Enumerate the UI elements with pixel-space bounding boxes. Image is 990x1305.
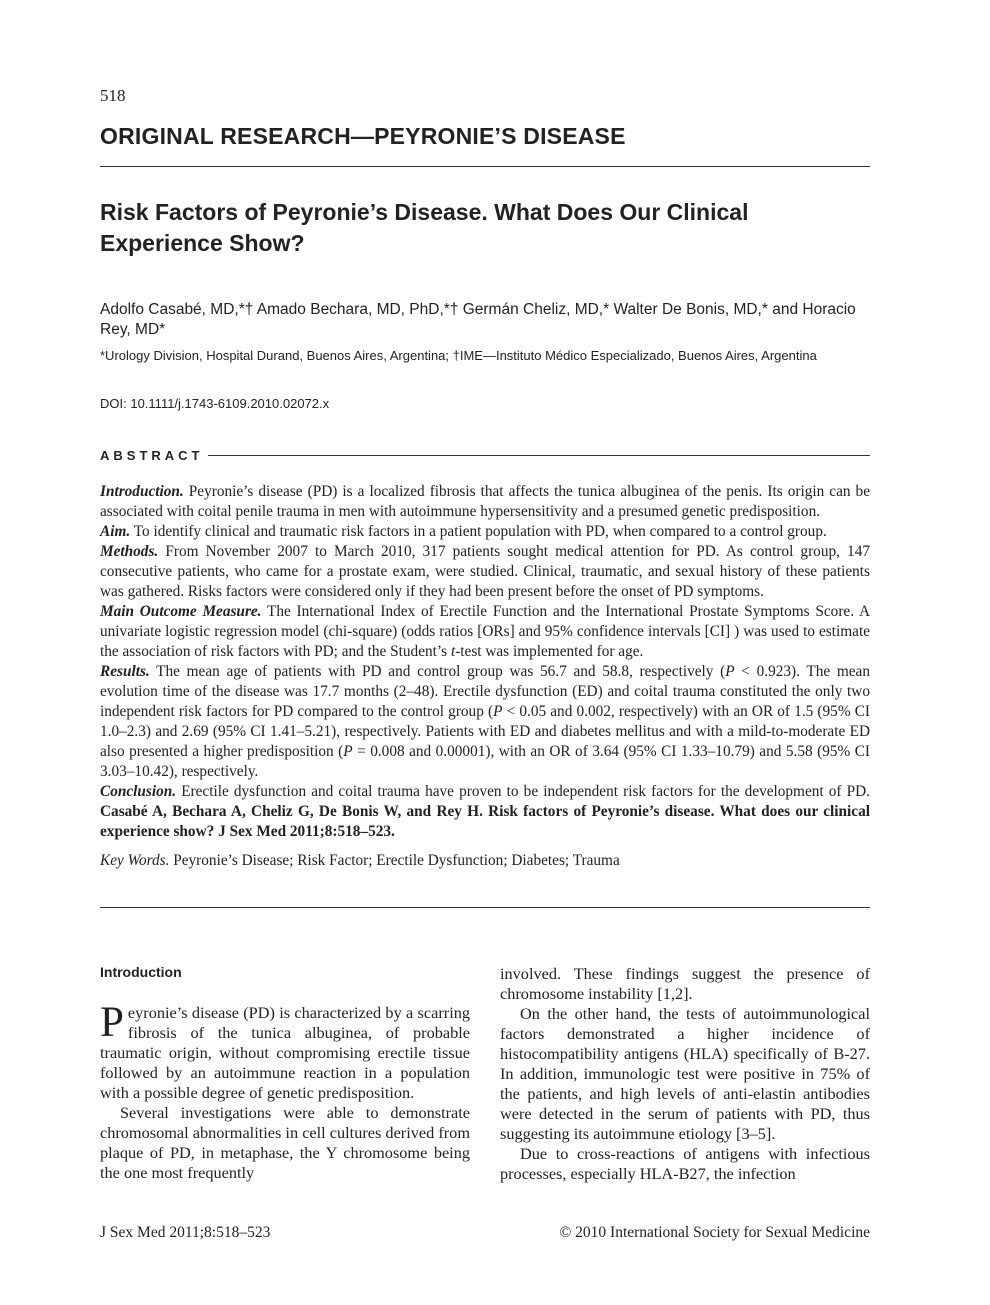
abstract-results-label: Results.: [100, 663, 150, 680]
abstract-aim-label: Aim.: [100, 523, 131, 540]
abstract-conclusion-text: Erectile dysfunction and coital trauma have proven to be independent risk factors for the development of PD.: [176, 783, 870, 800]
introduction-heading: Introduction: [100, 964, 182, 980]
body-paragraph: involved. These findings suggest the presence of chromosome instability [1,2].: [500, 964, 870, 1003]
abstract-heading: ABSTRACT: [100, 447, 204, 463]
abstract-results-p-1: P: [725, 663, 735, 680]
abstract-outcome-t: t: [450, 643, 456, 660]
section-header: ORIGINAL RESEARCH—PEYRONIE’S DISEASE: [100, 123, 626, 149]
abstract-results-text-4: = 0.008 and 0.00001), with an OR of 3.64 (95% CI 1.33–10.79) and 5.58 (95% CI 3.03–10.42), respectively.: [100, 743, 870, 780]
body-paragraph: On the other hand, the tests of autoimmunological factors demonstrated a higher incidence of histocompatibility antigens (HLA) specifically of B-27. In addition, immunologic test were positive in 75% of the patients, and high levels of anti-elastin antibodies were detected in the serum of patients with PD, thus suggesting its autoimmune etiology [3–5].: [500, 1004, 870, 1143]
abstract-introduction-label: Introduction.: [100, 483, 184, 500]
abstract-methods-label: Methods.: [100, 543, 159, 560]
author-list: Adolfo Casabé, MD,*† Amado Bechara, MD, PhD,*† Germán Cheliz, MD,* Walter De Bonis, MD,* and Horacio Rey, MD*: [100, 301, 856, 338]
abstract-bottom-divider: [100, 907, 870, 908]
paragraph-text: eyronie’s disease (PD) is characterized by a scarring fibrosis of the tunica albuginea, of probable traumatic origin, without compromising erectile tissue followed by an autoimmune reaction in a population with a possible degree of genetic predisposition.: [100, 1003, 470, 1102]
abstract-outcome: [100, 602, 870, 662]
body-paragraph: Several investigations were able to demonstrate chromosomal abnormalities in cell cultures derived from plaque of PD, in metaphase, the Y chromosome being the one most frequently: [100, 1103, 470, 1182]
key-words: [100, 851, 870, 871]
abstract-introduction-text: Peyronie’s disease (PD) is a localized fibrosis that affects the tunica albuginea of the penis. Its origin can be associated with coital penile trauma in men with autoimmune hypersensitivity and a presumed genetic predisposition.: [100, 483, 870, 520]
abstract-introduction: [100, 482, 870, 522]
drop-cap: P: [100, 999, 124, 1046]
page-number: 518: [100, 86, 126, 105]
article-title: Risk Factors of Peyronie’s Disease. What Does Our Clinical Experience Show?: [100, 199, 749, 256]
affiliations: *Urology Division, Hospital Durand, Buenos Aires, Argentina; †IME—Instituto Médico Especializado, Buenos Aires, Argentina: [100, 348, 817, 363]
abstract-conclusion-label: Conclusion.: [100, 783, 177, 800]
key-words-text: Peyronie’s Disease; Risk Factor; Erectile Dysfunction; Diabetes; Trauma: [169, 852, 620, 869]
abstract-outcome-text-end: -test was implemented for age.: [455, 643, 644, 660]
abstract-results-p-2: P: [493, 703, 503, 720]
abstract-heading-row: [100, 446, 870, 464]
abstract-aim: [100, 522, 870, 542]
abstract-results-text-2: < 0.923). The mean evolution time of the disease was 17.7 months (2–48). Erectile dysfunction (ED) and coital trauma constituted the only two independent risk factors for PD compared to the control group (: [100, 663, 870, 720]
footer-journal-citation: J Sex Med 2011;8:518–523: [100, 1224, 271, 1241]
abstract-outcome-label: Main Outcome Measure.: [100, 603, 262, 620]
abstract-citation: Casabé A, Bechara A, Cheliz G, De Bonis W, and Rey H. Risk factors of Peyronie’s disease. What does our clinical experience show? J Sex Med 2011;8:518–523.: [100, 803, 870, 840]
key-words-label: Key Words.: [100, 852, 170, 869]
body-paragraph: [100, 999, 470, 1103]
abstract-results-text-1: The mean age of patients with PD and control group was 56.7 and 58.8, respectively (: [149, 663, 726, 680]
abstract-body: [100, 482, 870, 842]
abstract-results-p-3: P: [343, 743, 353, 760]
abstract-methods-text: From November 2007 to March 2010, 317 patients sought medical attention for PD. As control group, 147 consecutive patients, who came for a prostate exam, were studied. Clinical, traumatic, and sexual history of these patients was gathered. Risks factors were considered only if they had been present before the onset of PD symptoms.: [100, 543, 870, 600]
abstract-outcome-text: The International Index of Erectile Function and the International Prostate Symptoms Score. A univariate logistic regression model (chi-square) (odds ratios [ORs] and 95% confidence intervals [CI] ) was used to estimate the association of risk factors with PD; and the Student’s: [100, 603, 870, 660]
body-paragraph: Due to cross-reactions of antigens with infectious processes, especially HLA-B27, the infection: [500, 1144, 870, 1183]
abstract-divider: [208, 455, 871, 456]
header-divider: [100, 166, 870, 167]
doi[interactable]: DOI: 10.1111/j.1743-6109.2010.02072.x: [100, 396, 330, 411]
body-column-left: [100, 999, 470, 1183]
abstract-methods: [100, 542, 870, 602]
abstract-aim-text: To identify clinical and traumatic risk factors in a patient population with PD, when compared to a control group.: [130, 523, 827, 540]
body-column-right: [500, 964, 870, 1184]
abstract-conclusion: [100, 782, 870, 842]
abstract-results-text-3: < 0.05 and 0.002, respectively) with an OR of 1.5 (95% CI 1.0–2.3) and 2.69 (95% CI 1.41–5.21), respectively. Patients with ED and diabetes mellitus and with a mild-to-moderate ED also presented a higher predisposition (: [100, 703, 870, 760]
footer-copyright: © 2010 International Society for Sexual Medicine: [559, 1224, 870, 1241]
abstract-results: [100, 662, 870, 782]
